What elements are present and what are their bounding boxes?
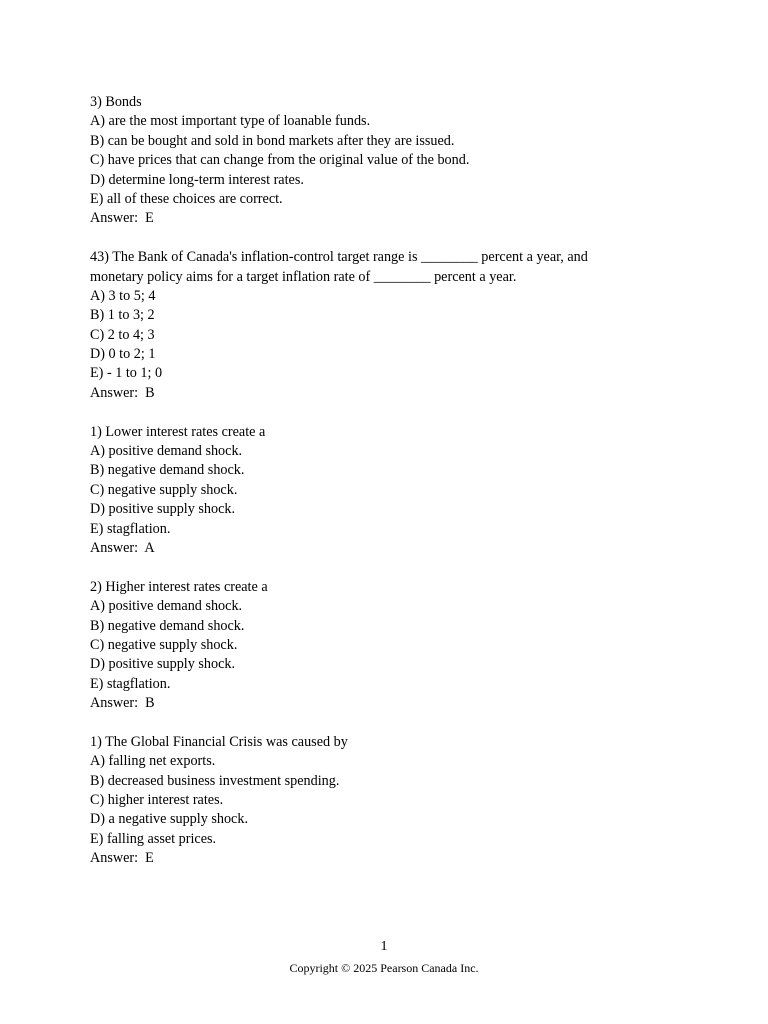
- answer-option: D) determine long-term interest rates.: [90, 171, 304, 188]
- answer-option: D) positive supply shock.: [90, 656, 236, 673]
- answer-key: Answer: B: [90, 384, 155, 401]
- question-block: [90, 733, 710, 869]
- answer-option: C) 2 to 4; 3: [90, 326, 155, 343]
- answer-option: E) falling asset prices.: [90, 830, 217, 847]
- question-stem: 3) Bonds: [90, 94, 142, 110]
- answer-key: Answer: E: [90, 850, 154, 867]
- question-block: [90, 578, 710, 714]
- question-stem: monetary policy aims for a target inflation rate of ________ percent a year.: [90, 268, 517, 285]
- answer-option: D) positive supply shock.: [90, 501, 236, 518]
- answer-option: B) 1 to 3; 2: [90, 307, 155, 324]
- question-list: [90, 93, 710, 888]
- answer-option: C) higher interest rates.: [90, 792, 224, 809]
- answer-option: E) stagflation.: [90, 675, 171, 692]
- answer-option: B) decreased business investment spending.: [90, 772, 340, 789]
- answer-option: A) are the most important type of loanable funds.: [90, 113, 371, 130]
- answer-option: E) - 1 to 1; 0: [90, 365, 163, 382]
- answer-option: B) negative demand shock.: [90, 617, 245, 634]
- answer-option: A) falling net exports.: [90, 753, 216, 770]
- question-block: [90, 248, 710, 403]
- answer-option: C) negative supply shock.: [90, 636, 238, 653]
- answer-option: C) negative supply shock.: [90, 481, 238, 498]
- answer-option: B) can be bought and sold in bond markets after they are issued.: [90, 132, 455, 149]
- question-stem: 2) Higher interest rates create a: [90, 578, 268, 595]
- answer-option: A) positive demand shock.: [90, 598, 243, 615]
- question-stem: 1) The Global Financial Crisis was caused by: [90, 733, 348, 750]
- answer-option: E) all of these choices are correct.: [90, 190, 283, 207]
- question-block: [90, 93, 710, 229]
- question-block: [90, 423, 710, 559]
- question-stem: 43) The Bank of Canada's inflation-control target range is ________ percent a year, and: [90, 249, 588, 266]
- answer-key: Answer: E: [90, 210, 154, 227]
- answer-key: Answer: B: [90, 695, 155, 712]
- copyright-notice: Copyright © 2025 Pearson Canada Inc.: [289, 961, 479, 975]
- answer-option: A) 3 to 5; 4: [90, 287, 156, 304]
- answer-option: E) stagflation.: [90, 520, 171, 537]
- answer-option: D) 0 to 2; 1: [90, 346, 156, 363]
- answer-key: Answer: A: [90, 539, 155, 556]
- answer-option: C) have prices that can change from the original value of the bond.: [90, 152, 470, 169]
- answer-option: B) negative demand shock.: [90, 462, 245, 479]
- answer-option: D) a negative supply shock.: [90, 811, 248, 828]
- answer-option: A) positive demand shock.: [90, 443, 243, 460]
- question-stem: 1) Lower interest rates create a: [90, 423, 266, 440]
- page-number: 1: [380, 939, 388, 954]
